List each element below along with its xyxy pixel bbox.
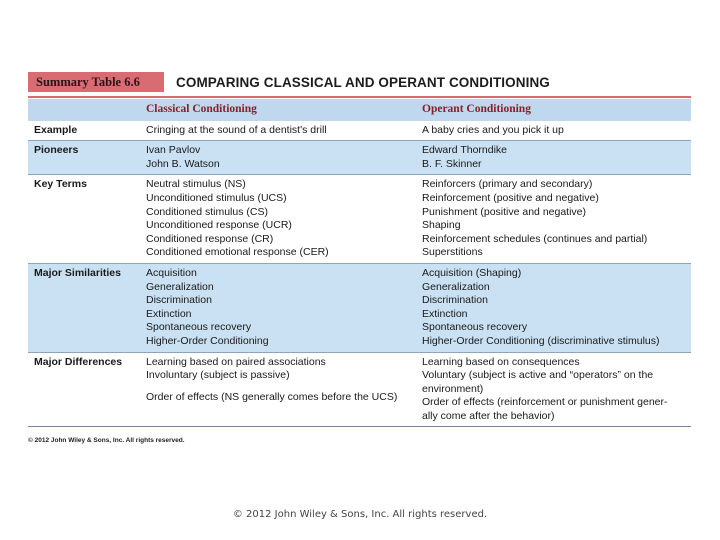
table-row-major-differences bbox=[28, 352, 691, 426]
cell-line: B. F. Skinner bbox=[422, 157, 482, 170]
cell-line: Spontaneous recovery bbox=[422, 321, 528, 334]
comparison-table bbox=[28, 99, 691, 426]
cell-line: Higher-Order Conditioning bbox=[146, 334, 269, 347]
row-label-example: Example bbox=[34, 123, 78, 136]
cell-line: Higher-Order Conditioning (discriminative stimulus) bbox=[422, 334, 660, 347]
cell-line: Unconditioned stimulus (UCS) bbox=[146, 191, 287, 204]
cell-operant-example bbox=[416, 121, 691, 141]
cell-line: Order of effects (reinforcement or punishment gener- bbox=[422, 396, 668, 409]
table-label: Summary Table 6.6 bbox=[28, 72, 164, 92]
table-header-row bbox=[28, 99, 691, 121]
cell-line: Voluntary (subject is active and “operators” on the bbox=[422, 369, 654, 382]
table-row-example bbox=[28, 121, 691, 141]
table-row-key-terms bbox=[28, 175, 691, 264]
cell-line: Unconditioned response (UCR) bbox=[146, 219, 292, 232]
cell-line: Cringing at the sound of a dentist's drill bbox=[146, 123, 327, 136]
cell-line: Discrimination bbox=[146, 294, 212, 307]
title-divider bbox=[28, 96, 691, 98]
summary-table bbox=[28, 70, 691, 427]
cell-operant-major-similarities bbox=[416, 263, 691, 352]
cell-line: Spontaneous recovery bbox=[146, 321, 252, 334]
cell-line: Extinction bbox=[146, 307, 192, 320]
cell-line: Acquisition (Shaping) bbox=[422, 266, 522, 279]
cell-operant-pioneers bbox=[416, 141, 691, 175]
cell-gap bbox=[146, 383, 412, 391]
cell-line: Conditioned emotional response (CER) bbox=[146, 246, 329, 259]
table-row-pioneers bbox=[28, 141, 691, 175]
cell-line: Involuntary (subject is passive) bbox=[146, 369, 290, 382]
cell-line: Punishment (positive and negative) bbox=[422, 205, 587, 218]
header-classical: Classical Conditioning bbox=[140, 99, 416, 121]
cell-line: Conditioned response (CR) bbox=[146, 232, 274, 245]
cell-line: Acquisition bbox=[146, 266, 197, 279]
table-copyright: © 2012 John Wiley & Sons, Inc. All rights reserved. bbox=[28, 437, 185, 444]
cell-line: Ivan Pavlov bbox=[146, 144, 201, 157]
row-label-major-similarities: Major Similarities bbox=[28, 263, 140, 352]
cell-line: Superstitions bbox=[422, 246, 483, 259]
cell-line: John B. Watson bbox=[146, 157, 220, 170]
slide-footer: © 2012 John Wiley & Sons, Inc. All rights reserved. bbox=[232, 509, 488, 520]
row-label-pioneers: Pioneers bbox=[28, 141, 140, 175]
cell-line: ally come after the behavior) bbox=[422, 409, 555, 422]
cell-classical-major-differences bbox=[140, 352, 416, 426]
cell-operant-major-differences bbox=[416, 352, 691, 426]
cell-classical-key-terms bbox=[140, 175, 416, 264]
cell-classical-example bbox=[140, 121, 416, 141]
header-blank bbox=[28, 99, 140, 121]
cell-line: Generalization bbox=[146, 280, 214, 293]
cell-line: Discrimination bbox=[422, 294, 488, 307]
cell-operant-key-terms bbox=[416, 175, 691, 264]
table-title: COMPARING CLASSICAL AND OPERANT CONDITIONING bbox=[176, 74, 550, 90]
cell-line: Learning based on paired associations bbox=[146, 355, 326, 368]
cell-line: Order of effects (NS generally comes before the UCS) bbox=[146, 390, 398, 403]
table-bottom-rule bbox=[28, 426, 691, 427]
table-title-bar bbox=[28, 70, 691, 94]
cell-line: Conditioned stimulus (CS) bbox=[146, 205, 268, 218]
table-row-major-similarities bbox=[28, 263, 691, 352]
cell-line: Reinforcement schedules (continues and partial) bbox=[422, 232, 648, 245]
cell-line: Reinforcers (primary and secondary) bbox=[422, 178, 593, 191]
header-operant: Operant Conditioning bbox=[416, 99, 691, 121]
cell-classical-pioneers bbox=[140, 141, 416, 175]
cell-line: A baby cries and you pick it up bbox=[422, 123, 564, 136]
cell-line: Neutral stimulus (NS) bbox=[146, 178, 246, 191]
cell-line: Shaping bbox=[422, 219, 461, 232]
cell-line: environment) bbox=[422, 382, 484, 395]
row-label-key-terms: Key Terms bbox=[34, 178, 87, 191]
row-label-major-differences: Major Differences bbox=[34, 355, 123, 368]
cell-line: Extinction bbox=[422, 307, 468, 320]
cell-classical-major-similarities bbox=[140, 263, 416, 352]
cell-line: Reinforcement (positive and negative) bbox=[422, 191, 599, 204]
cell-line: Generalization bbox=[422, 280, 490, 293]
cell-line: Edward Thorndike bbox=[422, 144, 508, 157]
cell-line: Learning based on consequences bbox=[422, 355, 580, 368]
